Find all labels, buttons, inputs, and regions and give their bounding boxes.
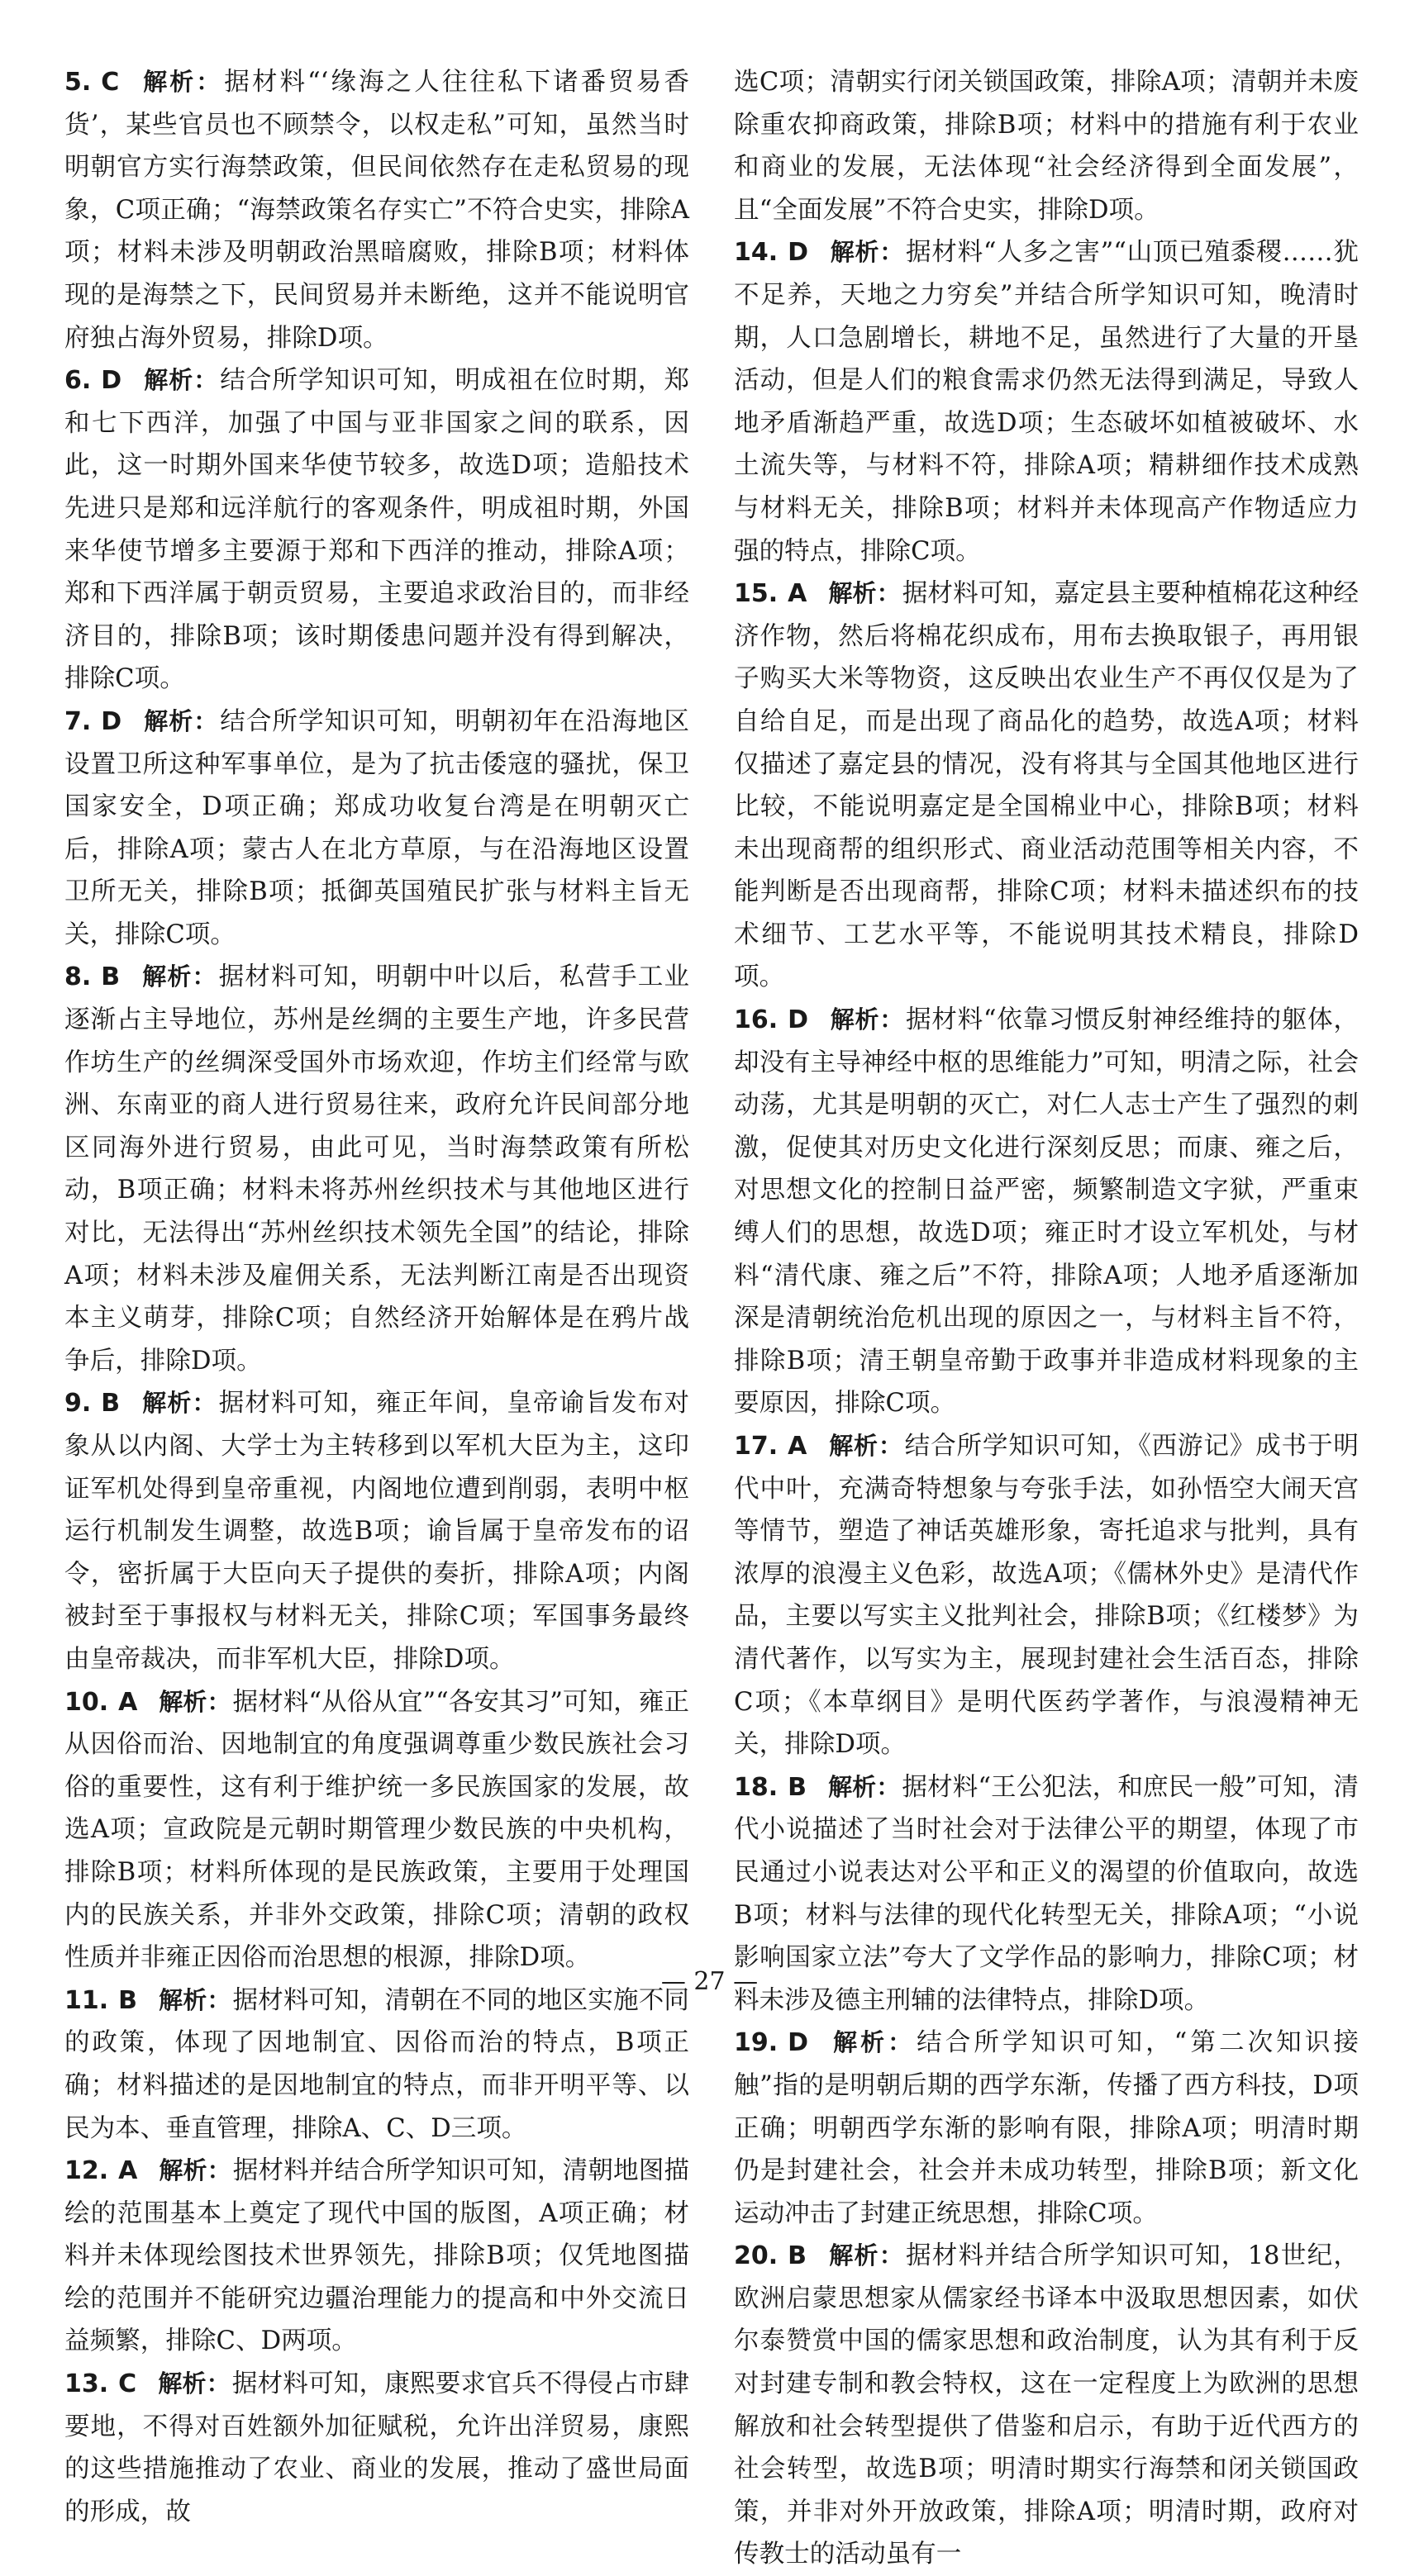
analysis-label: 解析： — [159, 2156, 231, 2185]
answer-letter: B — [788, 2241, 807, 2271]
answer-letter: B — [101, 962, 121, 992]
question-number: 11. — [64, 1985, 109, 2015]
answer-entry-14 — [734, 231, 1359, 573]
answer-entry-9 — [64, 1382, 689, 1680]
answer-letter: C — [101, 68, 120, 97]
analysis-text: 据材料可知，嘉定县主要种植棉花这种经济作物，然后将棉花织成布，用布去换取银子，再用银子购买大米等物资，这反映出农业生产不再仅仅是为了自给自足，而是出现了商品化的趋势，故选A项；材料仅描述了嘉定县的情况，没有将其与全国其他地区进行比较，不能说明嘉定是全国棉业中心，排除B项；材料未出现商帮的组织形式、商业活动范围等相关内容，不能判断是否出现商帮，排除C项；材料未描述织布的技术细节、工艺水平等，不能说明其技术精良，排除D项。 — [734, 579, 1359, 992]
answer-entry-13-continued: 选C项；清朝实行闭关锁国政策，排除A项；清朝并未废除重农抑商政策，排除B项；材料中的措施有利于农业和商业的发展，无法体现“社会经济得到全面发展”，且“全面发展”不符合史实，排除D项。 — [734, 68, 1359, 225]
answer-letter: D — [101, 706, 122, 736]
question-number: 18. — [734, 1772, 779, 1802]
analysis-label: 解析： — [828, 2241, 904, 2270]
answer-entry-8 — [64, 956, 689, 1382]
answer-entry-10 — [64, 1681, 689, 1980]
question-number: 5. — [64, 68, 92, 97]
answer-letter: B — [118, 1985, 138, 2015]
answer-letter: D — [788, 2028, 809, 2058]
question-number: 19. — [734, 2028, 779, 2058]
answer-entry-20 — [734, 2235, 1359, 2576]
page-number: — 27 — — [660, 1967, 759, 1996]
analysis-label: 解析： — [141, 962, 217, 991]
analysis-text: 据材料“王公犯法，和庶民一般”可知，清代小说描述了当时社会对于法律公平的期望，体现了市民通过小说表达对公平和正义的渴望的价值取向，故选B项；材料与法律的现代化转型无关，排除A项；“小说影响国家立法”夸大了文学作品的影响力，排除C项；材料未涉及德主刑辅的法律特点，排除D项。 — [734, 1772, 1359, 2015]
answer-entry-5 — [64, 61, 689, 359]
analysis-text: 据材料可知，雍正年间，皇帝谕旨发布对象从以内阁、大学士为主转移到以军机大臣为主，这印证军机处得到皇帝重视，内阁地位遭到削弱，表明中枢运行机制发生调整，故选B项；谕旨属于皇帝发布的诏令，密折属于大臣向天子提供的奏折，排除A项；内阁被封至于事报权与材料无关，排除C项；军国事务最终由皇帝裁决，而非军机大臣，排除D项。 — [64, 1389, 689, 1674]
answer-letter: B — [101, 1389, 121, 1419]
analysis-label: 解析： — [143, 706, 219, 735]
question-number: 17. — [734, 1432, 779, 1461]
answer-entry-16 — [734, 999, 1359, 1425]
analysis-text: 结合所学知识可知，《西游记》成书于明代中叶，充满奇特想象与夸张手法，如孙悟空大闹天宫等情节，塑造了神话英雄形象，寄托追求与批判，具有浓厚的浪漫主义色彩，故选A项；《儒林外史》是清代作品，主要以写实主义批判社会，排除B项；《红楼梦》为清代著作，以写实为主，展现封建社会生活百态，排除C项；《本草纲目》是明代医药学著作，与浪漫精神无关，排除D项。 — [734, 1432, 1359, 1760]
question-number: 16. — [734, 1005, 779, 1035]
analysis-label: 解析： — [159, 1687, 231, 1716]
right-column — [734, 61, 1359, 2576]
answer-entry-13 — [64, 2363, 689, 2533]
question-number: 6. — [64, 366, 92, 396]
analysis-label: 解析： — [158, 2369, 231, 2398]
analysis-label: 解析： — [143, 366, 219, 395]
answer-entry-19 — [734, 2022, 1359, 2235]
analysis-text: 结合所学知识可知，明成祖在位时期，郑和七下西洋，加强了中国与亚非国家之间的联系，因此，这一时期外国来华使节较多，故选D项；造船技术先进只是郑和远洋航行的客观条件，明成祖时期，外国来华使节增多主要源于郑和下西洋的推动，排除A项；郑和下西洋属于朝贡贸易，主要追求政治目的，而非经济目的，排除B项；该时期倭患问题并没有得到解决，排除C项。 — [64, 366, 689, 694]
question-number: 13. — [64, 2369, 109, 2399]
analysis-text: 据材料“依靠习惯反射神经维持的躯体，却没有主导神经中枢的思维能力”可知，明清之际，社会动荡，尤其是明朝的灭亡，对仁人志士产生了强烈的刺激，促使其对历史文化进行深刻反思；而康、雍之后，对思想文化的控制日益严密，频繁制造文字狱，严重束缚人们的思想，故选D项；雍正时才设立军机处，与材料“清代康、雍之后”不符，排除A项；人地矛盾逐渐加深是清朝统治危机出现的原因之一，与材料主旨不符，排除B项；清王朝皇帝勤于政事并非造成材料现象的主要原因，排除C项。 — [734, 1005, 1359, 1419]
left-column — [64, 61, 689, 2533]
analysis-text: 据材料“从俗从宜”“各安其习”可知，雍正从因俗而治、因地制宜的角度强调尊重少数民族社会习俗的重要性，这有利于维护统一多民族国家的发展，故选A项；宣政院是元朝时期管理少数民族的中央机构，排除B项；材料所体现的是民族政策，主要用于处理国内的民族关系，并非外交政策，排除C项；清朝的政权性质并非雍正因俗而治思想的根源，排除D项。 — [64, 1687, 689, 1973]
analysis-label: 解析： — [828, 1772, 901, 1801]
analysis-label: 解析： — [828, 1432, 903, 1460]
answer-entry-17 — [734, 1425, 1359, 1766]
analysis-label: 解析： — [828, 579, 901, 608]
analysis-label: 解析： — [830, 1005, 904, 1034]
analysis-label: 解析： — [141, 1389, 217, 1418]
answer-letter: A — [788, 579, 807, 609]
question-number: 15. — [734, 579, 779, 609]
answer-letter: D — [788, 238, 809, 268]
answer-letter: A — [118, 2156, 138, 2186]
analysis-text: 据材料并结合所学知识可知，清朝地图描绘的范围基本上奠定了现代中国的版图，A项正确；材料并未体现绘图技术世界领先，排除B项；仅凭地图描绘的范围并不能研究边疆治理能力的提高和中外交流日益频繁，排除C、D两项。 — [64, 2156, 689, 2356]
question-number: 12. — [64, 2156, 109, 2186]
answer-letter: D — [101, 366, 122, 396]
analysis-label: 解析： — [830, 238, 904, 267]
answer-letter: A — [788, 1432, 807, 1461]
answer-letter: A — [118, 1687, 138, 1717]
analysis-label: 解析： — [830, 2028, 916, 2057]
analysis-text: 结合所学知识可知，明朝初年在沿海地区设置卫所这种军事单位，是为了抗击倭寇的骚扰，保卫国家安全，D项正确；郑成功收复台湾是在明朝灭亡后，排除A项；蒙古人在北方草原，与在沿海地区设置卫所无关，排除B项；抵御英国殖民扩张与材料主旨无关，排除C项。 — [64, 706, 689, 949]
analysis-text: 据材料并结合所学知识可知，18世纪，欧洲启蒙思想家从儒家经书译本中汲取思想因素，如伏尔泰赞赏中国的儒家思想和政治制度，认为其有利于反对封建专制和教会特权，这在一定程度上为欧洲的思想解放和社会转型提供了借鉴和启示，有助于近代西方的社会转型，故选B项；明清时期实行海禁和闭关锁国政策，并非对外开放政策，排除A项；明清时期，政府对传教士的活动虽有一 — [734, 2241, 1359, 2569]
question-number: 20. — [734, 2241, 779, 2271]
analysis-text: 结合所学知识可知，“第二次知识接触”指的是明朝后期的西学东渐，传播了西方科技，D项正确；明朝西学东渐的影响有限，排除A项；明清时期仍是封建社会，社会并未成功转型，排除B项；新文化运动冲击了封建正统思想，排除C项。 — [734, 2028, 1359, 2228]
answer-entry-12 — [64, 2150, 689, 2363]
answer-letter: B — [788, 1772, 807, 1802]
answer-entry-11 — [64, 1980, 689, 2150]
analysis-text: 据材料可知，康熙要求官兵不得侵占市肆要地，不得对百姓额外加征赋税，允许出洋贸易，康熙的这些措施推动了农业、商业的发展，推动了盛世局面的形成，故 — [64, 2369, 689, 2526]
analysis-text: 据材料“人多之害”“山顶已殖黍稷……犹不足养，天地之力穷矣”并结合所学知识可知，晚清时期，人口急剧增长，耕地不足，虽然进行了大量的开垦活动，但是人们的粮食需求仍然无法得到满足，导致人地矛盾渐趋严重，故选D项；生态破坏如植被破坏、水土流失等，与材料不符，排除A项；精耕细作技术成熟与材料无关，排除B项；材料并未体现高产作物适应力强的特点，排除C项。 — [734, 238, 1359, 566]
answer-letter: D — [788, 1005, 809, 1035]
question-number: 9. — [64, 1389, 92, 1419]
answer-entry-15 — [734, 573, 1359, 999]
analysis-label: 解析： — [159, 1985, 231, 2014]
analysis-text: 据材料可知，明朝中叶以后，私营手工业逐渐占主导地位，苏州是丝绸的主要生产地，许多民营作坊生产的丝绸深受国外市场欢迎，作坊主们经常与欧洲、东南亚的商人进行贸易往来，政府允许民间部分地区同海外进行贸易，由此可见，当时海禁政策有所松动，B项正确；材料未将苏州丝织技术与其他地区进行对比，无法得出“苏州丝织技术领先全国”的结论，排除A项；材料未涉及雇佣关系，无法判断江南是否出现资本主义萌芽，排除C项；自然经济开始解体是在鸦片战争后，排除D项。 — [64, 962, 689, 1376]
answer-letter: C — [118, 2369, 137, 2399]
analysis-text: 据材料可知，清朝在不同的地区实施不同的政策，体现了因地制宜、因俗而治的特点，B项正确；材料描述的是因地制宜的特点，而非开明平等、以民为本、垂直管理，排除A、C、D三项。 — [64, 1985, 689, 2143]
question-number: 8. — [64, 962, 92, 992]
question-number: 10. — [64, 1687, 109, 1717]
analysis-label: 解析： — [140, 68, 223, 96]
question-number: 14. — [734, 238, 779, 268]
question-number: 7. — [64, 706, 92, 736]
answer-entry-7 — [64, 701, 689, 957]
analysis-text: 据材料“‘缘海之人往往私下诸番贸易香货’，某些官员也不顾禁令，以权走私”可知，虽然当时明朝官方实行海禁政策，但民间依然存在走私贸易的现象，C项正确；“海禁政策名存实亡”不符合史实，排除A项；材料未涉及明朝政治黑暗腐败，排除B项；材料体现的是海禁之下，民间贸易并未断绝，这并不能说明官府独占海外贸易，排除D项。 — [64, 68, 689, 353]
answer-entry-6 — [64, 359, 689, 701]
